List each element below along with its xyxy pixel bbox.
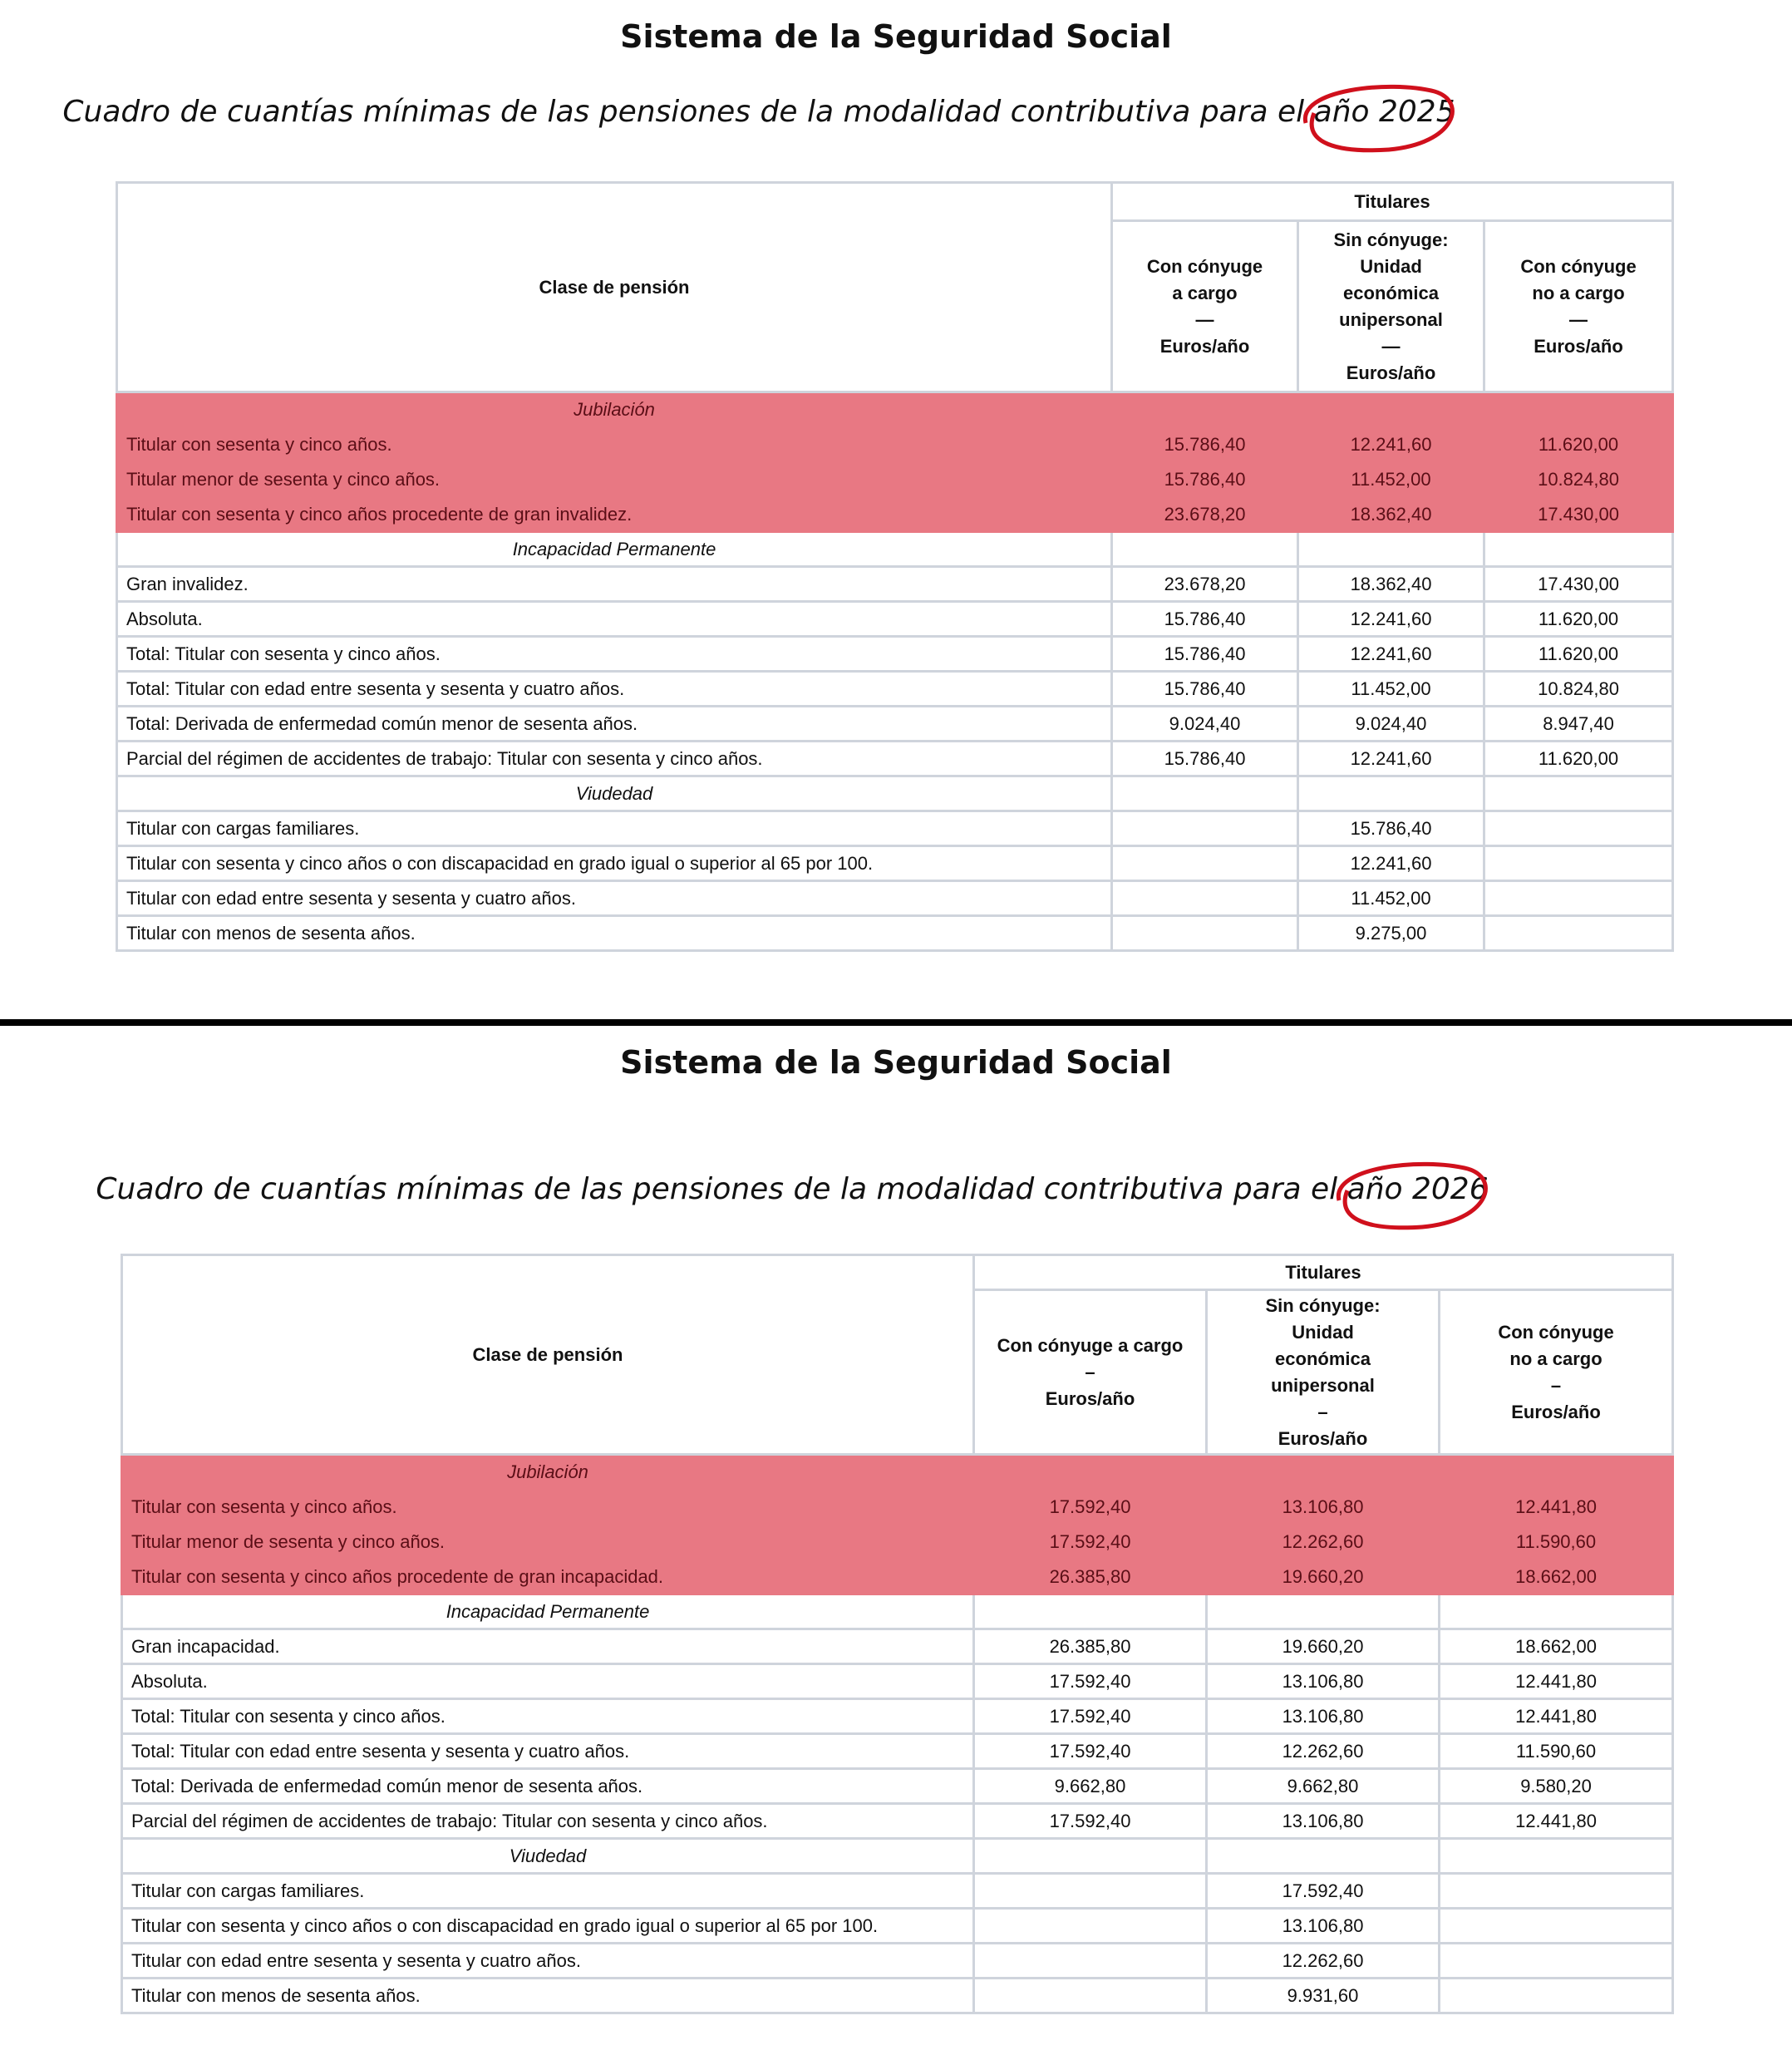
value-cell [1112, 916, 1298, 951]
row-label: Titular con sesenta y cinco años o con discapacidad en grado igual o superior al 65 por 100. [122, 1909, 974, 1944]
row-label: Titular con sesenta y cinco años. [117, 427, 1112, 462]
pension-table-2025 [116, 181, 1674, 952]
row-label: Total: Derivada de enfermedad común menor de sesenta años. [117, 707, 1112, 742]
row-label: Total: Titular con sesenta y cinco años. [122, 1699, 974, 1734]
value-cell [1484, 811, 1673, 846]
value-cell: 12.241,60 [1298, 846, 1484, 881]
header-titulares: Titulares [974, 1255, 1673, 1290]
section-label: Incapacidad Permanente [122, 1594, 974, 1629]
row-label: Titular con sesenta y cinco años procedente de gran incapacidad. [122, 1560, 974, 1594]
value-cell: 17.592,40 [974, 1804, 1207, 1839]
value-cell: 10.824,80 [1484, 672, 1673, 707]
value-cell: 17.592,40 [1207, 1874, 1440, 1909]
row-label: Titular con cargas familiares. [122, 1874, 974, 1909]
table-row [117, 672, 1673, 707]
row-label: Total: Titular con sesenta y cinco años. [117, 637, 1112, 672]
value-cell: 12.241,60 [1298, 427, 1484, 462]
subtitle-prefix: Cuadro de cuantías mínimas de las pensiones de la modalidad contributiva para el [96, 1172, 1338, 1206]
row-label: Titular con menos de sesenta años. [117, 916, 1112, 951]
table-row [122, 1874, 1673, 1909]
row-label: Titular menor de sesenta y cinco años. [122, 1525, 974, 1560]
section-row [117, 776, 1673, 811]
subtitle-year: año 2026 [1346, 1172, 1489, 1206]
value-cell: 15.786,40 [1112, 462, 1298, 497]
row-label: Total: Titular con edad entre sesenta y sesenta y cuatro años. [122, 1734, 974, 1769]
value-cell: 12.241,60 [1298, 602, 1484, 637]
row-label: Titular menor de sesenta y cinco años. [117, 462, 1112, 497]
value-cell [1298, 776, 1484, 811]
table-row [122, 1734, 1673, 1769]
value-cell: 11.590,60 [1440, 1734, 1673, 1769]
value-cell [1440, 1455, 1673, 1490]
value-cell: 11.590,60 [1440, 1525, 1673, 1560]
table-body [117, 392, 1673, 951]
value-cell: 26.385,80 [974, 1560, 1207, 1594]
section-row [122, 1455, 1673, 1490]
value-cell: 17.430,00 [1484, 567, 1673, 602]
value-cell: 15.786,40 [1112, 672, 1298, 707]
table-row [117, 881, 1673, 916]
header-titulares: Titulares [1112, 183, 1673, 221]
value-cell [1207, 1455, 1440, 1490]
row-label: Parcial del régimen de accidentes de trabajo: Titular con sesenta y cinco años. [117, 742, 1112, 776]
value-cell [1112, 776, 1298, 811]
value-cell [1440, 1944, 1673, 1979]
value-cell: 9.931,60 [1207, 1979, 1440, 2013]
value-cell: 15.786,40 [1298, 811, 1484, 846]
row-label: Titular con cargas familiares. [117, 811, 1112, 846]
value-cell: 9.580,20 [1440, 1769, 1673, 1804]
header-col-no-a-cargo: Con cónyuge no a cargo – Euros/año [1440, 1290, 1673, 1455]
value-cell [974, 1944, 1207, 1979]
row-label: Gran incapacidad. [122, 1629, 974, 1664]
table-row [122, 1699, 1673, 1734]
row-label: Absoluta. [122, 1664, 974, 1699]
value-cell [1440, 1909, 1673, 1944]
section-label: Viudedad [117, 776, 1112, 811]
value-cell: 13.106,80 [1207, 1804, 1440, 1839]
value-cell: 17.430,00 [1484, 497, 1673, 532]
value-cell: 12.262,60 [1207, 1734, 1440, 1769]
value-cell: 12.241,60 [1298, 637, 1484, 672]
value-cell: 18.362,40 [1298, 497, 1484, 532]
row-label: Titular con sesenta y cinco años. [122, 1490, 974, 1525]
value-cell: 12.262,60 [1207, 1944, 1440, 1979]
value-cell [974, 1874, 1207, 1909]
value-cell: 12.241,60 [1298, 742, 1484, 776]
header-col-con-conyuge: Con cónyuge a cargo — Euros/año [1112, 221, 1298, 392]
value-cell: 17.592,40 [974, 1699, 1207, 1734]
value-cell: 12.441,80 [1440, 1490, 1673, 1525]
value-cell [1298, 532, 1484, 567]
value-cell: 17.592,40 [974, 1490, 1207, 1525]
header-clase-pension: Clase de pensión [117, 183, 1112, 392]
value-cell: 15.786,40 [1112, 602, 1298, 637]
value-cell: 11.620,00 [1484, 427, 1673, 462]
table-row [117, 916, 1673, 951]
row-label: Absoluta. [117, 602, 1112, 637]
row-label: Titular con menos de sesenta años. [122, 1979, 974, 2013]
section-row [122, 1594, 1673, 1629]
section-label: Jubilación [117, 392, 1112, 427]
table-row [122, 1490, 1673, 1525]
value-cell [1112, 881, 1298, 916]
value-cell [1484, 776, 1673, 811]
value-cell: 9.024,40 [1298, 707, 1484, 742]
value-cell: 13.106,80 [1207, 1909, 1440, 1944]
table-row [122, 1525, 1673, 1560]
system-title-2026: Sistema de la Seguridad Social [620, 1044, 1172, 1081]
value-cell: 15.786,40 [1112, 637, 1298, 672]
value-cell: 12.441,80 [1440, 1699, 1673, 1734]
value-cell [1440, 1979, 1673, 2013]
section-row [117, 392, 1673, 427]
table-row [117, 811, 1673, 846]
value-cell: 8.947,40 [1484, 707, 1673, 742]
value-cell: 11.620,00 [1484, 602, 1673, 637]
value-cell: 18.662,00 [1440, 1560, 1673, 1594]
value-cell: 17.592,40 [974, 1525, 1207, 1560]
header-col-con-conyuge: Con cónyuge a cargo – Euros/año [974, 1290, 1207, 1455]
value-cell: 12.441,80 [1440, 1664, 1673, 1699]
section-label: Jubilación [122, 1455, 974, 1490]
value-cell [1207, 1594, 1440, 1629]
table-row [117, 742, 1673, 776]
value-cell [1484, 881, 1673, 916]
value-cell: 11.452,00 [1298, 462, 1484, 497]
value-cell [1112, 846, 1298, 881]
section-row [117, 532, 1673, 567]
row-label: Gran invalidez. [117, 567, 1112, 602]
table-row [117, 567, 1673, 602]
value-cell: 9.024,40 [1112, 707, 1298, 742]
red-circle-annotation [1322, 1151, 1497, 1234]
subtitle-2025 [0, 95, 1518, 129]
row-label: Total: Derivada de enfermedad común menor de sesenta años. [122, 1769, 974, 1804]
value-cell: 18.662,00 [1440, 1629, 1673, 1664]
value-cell: 17.592,40 [974, 1664, 1207, 1699]
table-row [117, 602, 1673, 637]
value-cell: 13.106,80 [1207, 1664, 1440, 1699]
table-row [122, 1944, 1673, 1979]
table-row [117, 462, 1673, 497]
row-label: Titular con edad entre sesenta y sesenta y cuatro años. [117, 881, 1112, 916]
section-row [122, 1839, 1673, 1874]
value-cell: 13.106,80 [1207, 1490, 1440, 1525]
value-cell: 23.678,20 [1112, 567, 1298, 602]
subtitle-2026 [0, 1172, 1584, 1206]
table-row [122, 1909, 1673, 1944]
value-cell [1207, 1839, 1440, 1874]
value-cell: 18.362,40 [1298, 567, 1484, 602]
value-cell [1112, 811, 1298, 846]
value-cell [1112, 532, 1298, 567]
year-2026-highlight [1347, 1172, 1489, 1206]
value-cell [974, 1979, 1207, 2013]
system-title-2025: Sistema de la Seguridad Social [620, 18, 1172, 55]
value-cell: 12.262,60 [1207, 1525, 1440, 1560]
header-col-no-a-cargo: Con cónyuge no a cargo — Euros/año [1484, 221, 1673, 392]
table-row [117, 497, 1673, 532]
value-cell [1484, 916, 1673, 951]
value-cell: 19.660,20 [1207, 1560, 1440, 1594]
section-label: Viudedad [122, 1839, 974, 1874]
value-cell: 10.824,80 [1484, 462, 1673, 497]
value-cell [1484, 532, 1673, 567]
value-cell: 11.452,00 [1298, 672, 1484, 707]
table-row [122, 1629, 1673, 1664]
value-cell: 12.441,80 [1440, 1804, 1673, 1839]
table-row [117, 846, 1673, 881]
value-cell [1484, 392, 1673, 427]
value-cell [1440, 1839, 1673, 1874]
table-body [122, 1455, 1673, 2013]
value-cell: 11.620,00 [1484, 742, 1673, 776]
value-cell [1298, 392, 1484, 427]
header-col-sin-conyuge: Sin cónyuge: Unidad económica unipersonal – Euros/año [1207, 1290, 1440, 1455]
panel-divider [0, 1019, 1792, 1026]
value-cell: 17.592,40 [974, 1734, 1207, 1769]
value-cell: 15.786,40 [1112, 742, 1298, 776]
year-2025-highlight [1314, 95, 1455, 129]
pension-table-2026 [121, 1254, 1674, 2014]
value-cell [974, 1909, 1207, 1944]
value-cell: 9.275,00 [1298, 916, 1484, 951]
value-cell: 11.620,00 [1484, 637, 1673, 672]
table-row [122, 1804, 1673, 1839]
row-label: Total: Titular con edad entre sesenta y sesenta y cuatro años. [117, 672, 1112, 707]
table-row [122, 1769, 1673, 1804]
value-cell [1112, 392, 1298, 427]
value-cell [1484, 846, 1673, 881]
section-label: Incapacidad Permanente [117, 532, 1112, 567]
table-row [122, 1664, 1673, 1699]
table-row [122, 1979, 1673, 2013]
row-label: Titular con edad entre sesenta y sesenta y cuatro años. [122, 1944, 974, 1979]
value-cell: 9.662,80 [1207, 1769, 1440, 1804]
value-cell: 13.106,80 [1207, 1699, 1440, 1734]
value-cell [974, 1594, 1207, 1629]
table-row [122, 1560, 1673, 1594]
subtitle-prefix: Cuadro de cuantías mínimas de las pensiones de la modalidad contributiva para el [62, 95, 1305, 129]
value-cell: 23.678,20 [1112, 497, 1298, 532]
header-clase-pension: Clase de pensión [122, 1255, 974, 1455]
table-row [117, 637, 1673, 672]
table-row [117, 707, 1673, 742]
value-cell: 19.660,20 [1207, 1629, 1440, 1664]
header-col-sin-conyuge: Sin cónyuge: Unidad económica unipersonal — Euros/año [1298, 221, 1484, 392]
value-cell: 11.452,00 [1298, 881, 1484, 916]
value-cell [974, 1839, 1207, 1874]
value-cell: 15.786,40 [1112, 427, 1298, 462]
value-cell [1440, 1874, 1673, 1909]
subtitle-year: año 2025 [1313, 95, 1455, 129]
red-circle-annotation [1289, 73, 1464, 156]
row-label: Parcial del régimen de accidentes de trabajo: Titular con sesenta y cinco años. [122, 1804, 974, 1839]
row-label: Titular con sesenta y cinco años procedente de gran invalidez. [117, 497, 1112, 532]
value-cell [1440, 1594, 1673, 1629]
row-label: Titular con sesenta y cinco años o con discapacidad en grado igual o superior al 65 por 100. [117, 846, 1112, 881]
value-cell [974, 1455, 1207, 1490]
value-cell: 9.662,80 [974, 1769, 1207, 1804]
table-row [117, 427, 1673, 462]
value-cell: 26.385,80 [974, 1629, 1207, 1664]
